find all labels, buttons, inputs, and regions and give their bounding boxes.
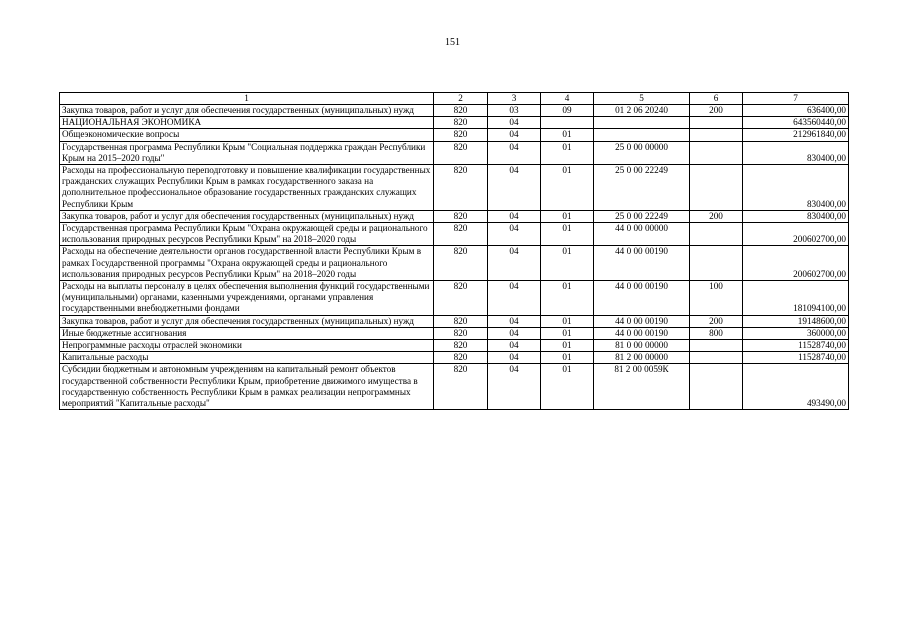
row-description: Непрограммные расходы отраслей экономики [60,340,434,352]
table-row [60,129,849,141]
amount: 830400,00 [743,210,849,222]
section-code: 04 [488,364,541,410]
subsection-code: 01 [541,141,594,164]
subsection-code: 01 [541,165,594,211]
table-row [60,315,849,327]
table-row [60,105,849,117]
ministry-code: 820 [434,165,488,211]
subsection-code: 01 [541,340,594,352]
subsection-code: 01 [541,281,594,316]
amount: 19148600,00 [743,315,849,327]
subsection-code: 01 [541,327,594,339]
target-article-code: 44 0 00 00190 [594,327,690,339]
row-description: Государственная программа Республики Крым "Социальная поддержка граждан Республики Крым на 2015–2020 годы" [60,141,434,164]
row-description: Расходы на профессиональную переподготовку и повышение квалификации государственных гражданских служащих Республики Крым в рамках государственного заказа на дополнительное профессиональное образование государственных гражданских служащих Республики Крым [60,165,434,211]
expense-type-code [690,352,743,364]
amount: 830400,00 [743,141,849,164]
expense-type-code [690,129,743,141]
ministry-code: 820 [434,223,488,246]
ministry-code: 820 [434,141,488,164]
ministry-code: 820 [434,210,488,222]
target-article-code: 01 2 06 20240 [594,105,690,117]
ministry-code: 820 [434,352,488,364]
row-description: Государственная программа Республики Крым "Охрана окружающей среды и рационального использования природных ресурсов Республики Крым" на 2018–2020 годы [60,223,434,246]
target-article-code: 25 0 00 22249 [594,165,690,211]
target-article-code: 44 0 00 00000 [594,223,690,246]
target-article-code [594,117,690,129]
header-cell: 1 [60,93,434,105]
expense-type-code [690,246,743,281]
expense-type-code [690,141,743,164]
header-cell: 5 [594,93,690,105]
header-row [60,93,849,105]
section-code: 04 [488,246,541,281]
row-description: Расходы на обеспечение деятельности органов государственной власти Республики Крым в рамках Государственной программы "Охрана окружающей среды и рационального использования природных ресурсов Республики Крым" на 2018–2020 годы [60,246,434,281]
amount: 643560440,00 [743,117,849,129]
header-cell: 6 [690,93,743,105]
expense-type-code [690,117,743,129]
table-row [60,223,849,246]
row-description: Иные бюджетные ассигнования [60,327,434,339]
amount: 212961840,00 [743,129,849,141]
target-article-code: 25 0 00 22249 [594,210,690,222]
expense-type-code: 200 [690,105,743,117]
amount: 360000,00 [743,327,849,339]
ministry-code: 820 [434,129,488,141]
section-code: 04 [488,223,541,246]
section-code: 04 [488,141,541,164]
amount: 200602700,00 [743,246,849,281]
subsection-code: 01 [541,364,594,410]
expense-type-code: 800 [690,327,743,339]
subsection-code: 09 [541,105,594,117]
expense-type-code: 100 [690,281,743,316]
ministry-code: 820 [434,364,488,410]
section-code: 04 [488,210,541,222]
table-row [60,117,849,129]
row-description: Закупка товаров, работ и услуг для обеспечения государственных (муниципальных) нужд [60,315,434,327]
target-article-code: 81 0 00 00000 [594,340,690,352]
expense-type-code [690,223,743,246]
expense-type-code: 200 [690,315,743,327]
table-body [60,105,849,410]
table-row [60,327,849,339]
header-cell: 7 [743,93,849,105]
row-description: Капитальные расходы [60,352,434,364]
ministry-code: 820 [434,281,488,316]
header-cell: 4 [541,93,594,105]
row-description: Закупка товаров, работ и услуг для обеспечения государственных (муниципальных) нужд [60,210,434,222]
table-row [60,141,849,164]
target-article-code: 44 0 00 00190 [594,281,690,316]
section-code: 04 [488,352,541,364]
row-description: Общеэкономические вопросы [60,129,434,141]
table-row [60,340,849,352]
page-number: 151 [445,37,460,48]
table-row [60,281,849,316]
ministry-code: 820 [434,117,488,129]
amount: 11528740,00 [743,352,849,364]
target-article-code: 81 2 00 00000 [594,352,690,364]
target-article-code: 81 2 00 0059К [594,364,690,410]
row-description: НАЦИОНАЛЬНАЯ ЭКОНОМИКА [60,117,434,129]
subsection-code: 01 [541,210,594,222]
target-article-code: 25 0 00 00000 [594,141,690,164]
section-code: 04 [488,327,541,339]
amount: 830400,00 [743,165,849,211]
table-row [60,165,849,211]
subsection-code: 01 [541,352,594,364]
subsection-code [541,117,594,129]
table-row [60,246,849,281]
section-code: 04 [488,129,541,141]
amount: 181094100,00 [743,281,849,316]
ministry-code: 820 [434,105,488,117]
expense-type-code [690,340,743,352]
ministry-code: 820 [434,246,488,281]
row-description: Расходы на выплаты персоналу в целях обеспечения выполнения функций государственными (муниципальными) органами, казенными учреждениями, органами управления государственными внебюджетными фондами [60,281,434,316]
header-cell: 3 [488,93,541,105]
amount: 636400,00 [743,105,849,117]
subsection-code: 01 [541,315,594,327]
section-code: 04 [488,281,541,316]
budget-table [59,92,849,410]
table-row [60,210,849,222]
subsection-code: 01 [541,223,594,246]
table-row [60,352,849,364]
subsection-code: 01 [541,129,594,141]
section-code: 04 [488,165,541,211]
table-row [60,364,849,410]
section-code: 04 [488,340,541,352]
subsection-code: 01 [541,246,594,281]
ministry-code: 820 [434,315,488,327]
expense-type-code [690,364,743,410]
section-code: 04 [488,315,541,327]
target-article-code [594,129,690,141]
row-description: Закупка товаров, работ и услуг для обеспечения государственных (муниципальных) нужд [60,105,434,117]
amount: 200602700,00 [743,223,849,246]
target-article-code: 44 0 00 00190 [594,246,690,281]
ministry-code: 820 [434,340,488,352]
target-article-code: 44 0 00 00190 [594,315,690,327]
amount: 493490,00 [743,364,849,410]
section-code: 03 [488,105,541,117]
section-code: 04 [488,117,541,129]
row-description: Субсидии бюджетным и автономным учреждениям на капитальный ремонт объектов государственной собственности Республики Крым, приобретение движимого имущества в государственную собственность Республики Крым в рамках реализации непрограммных мероприятий "Капитальные расходы" [60,364,434,410]
amount: 11528740,00 [743,340,849,352]
expense-type-code [690,165,743,211]
expense-type-code: 200 [690,210,743,222]
header-cell: 2 [434,93,488,105]
ministry-code: 820 [434,327,488,339]
